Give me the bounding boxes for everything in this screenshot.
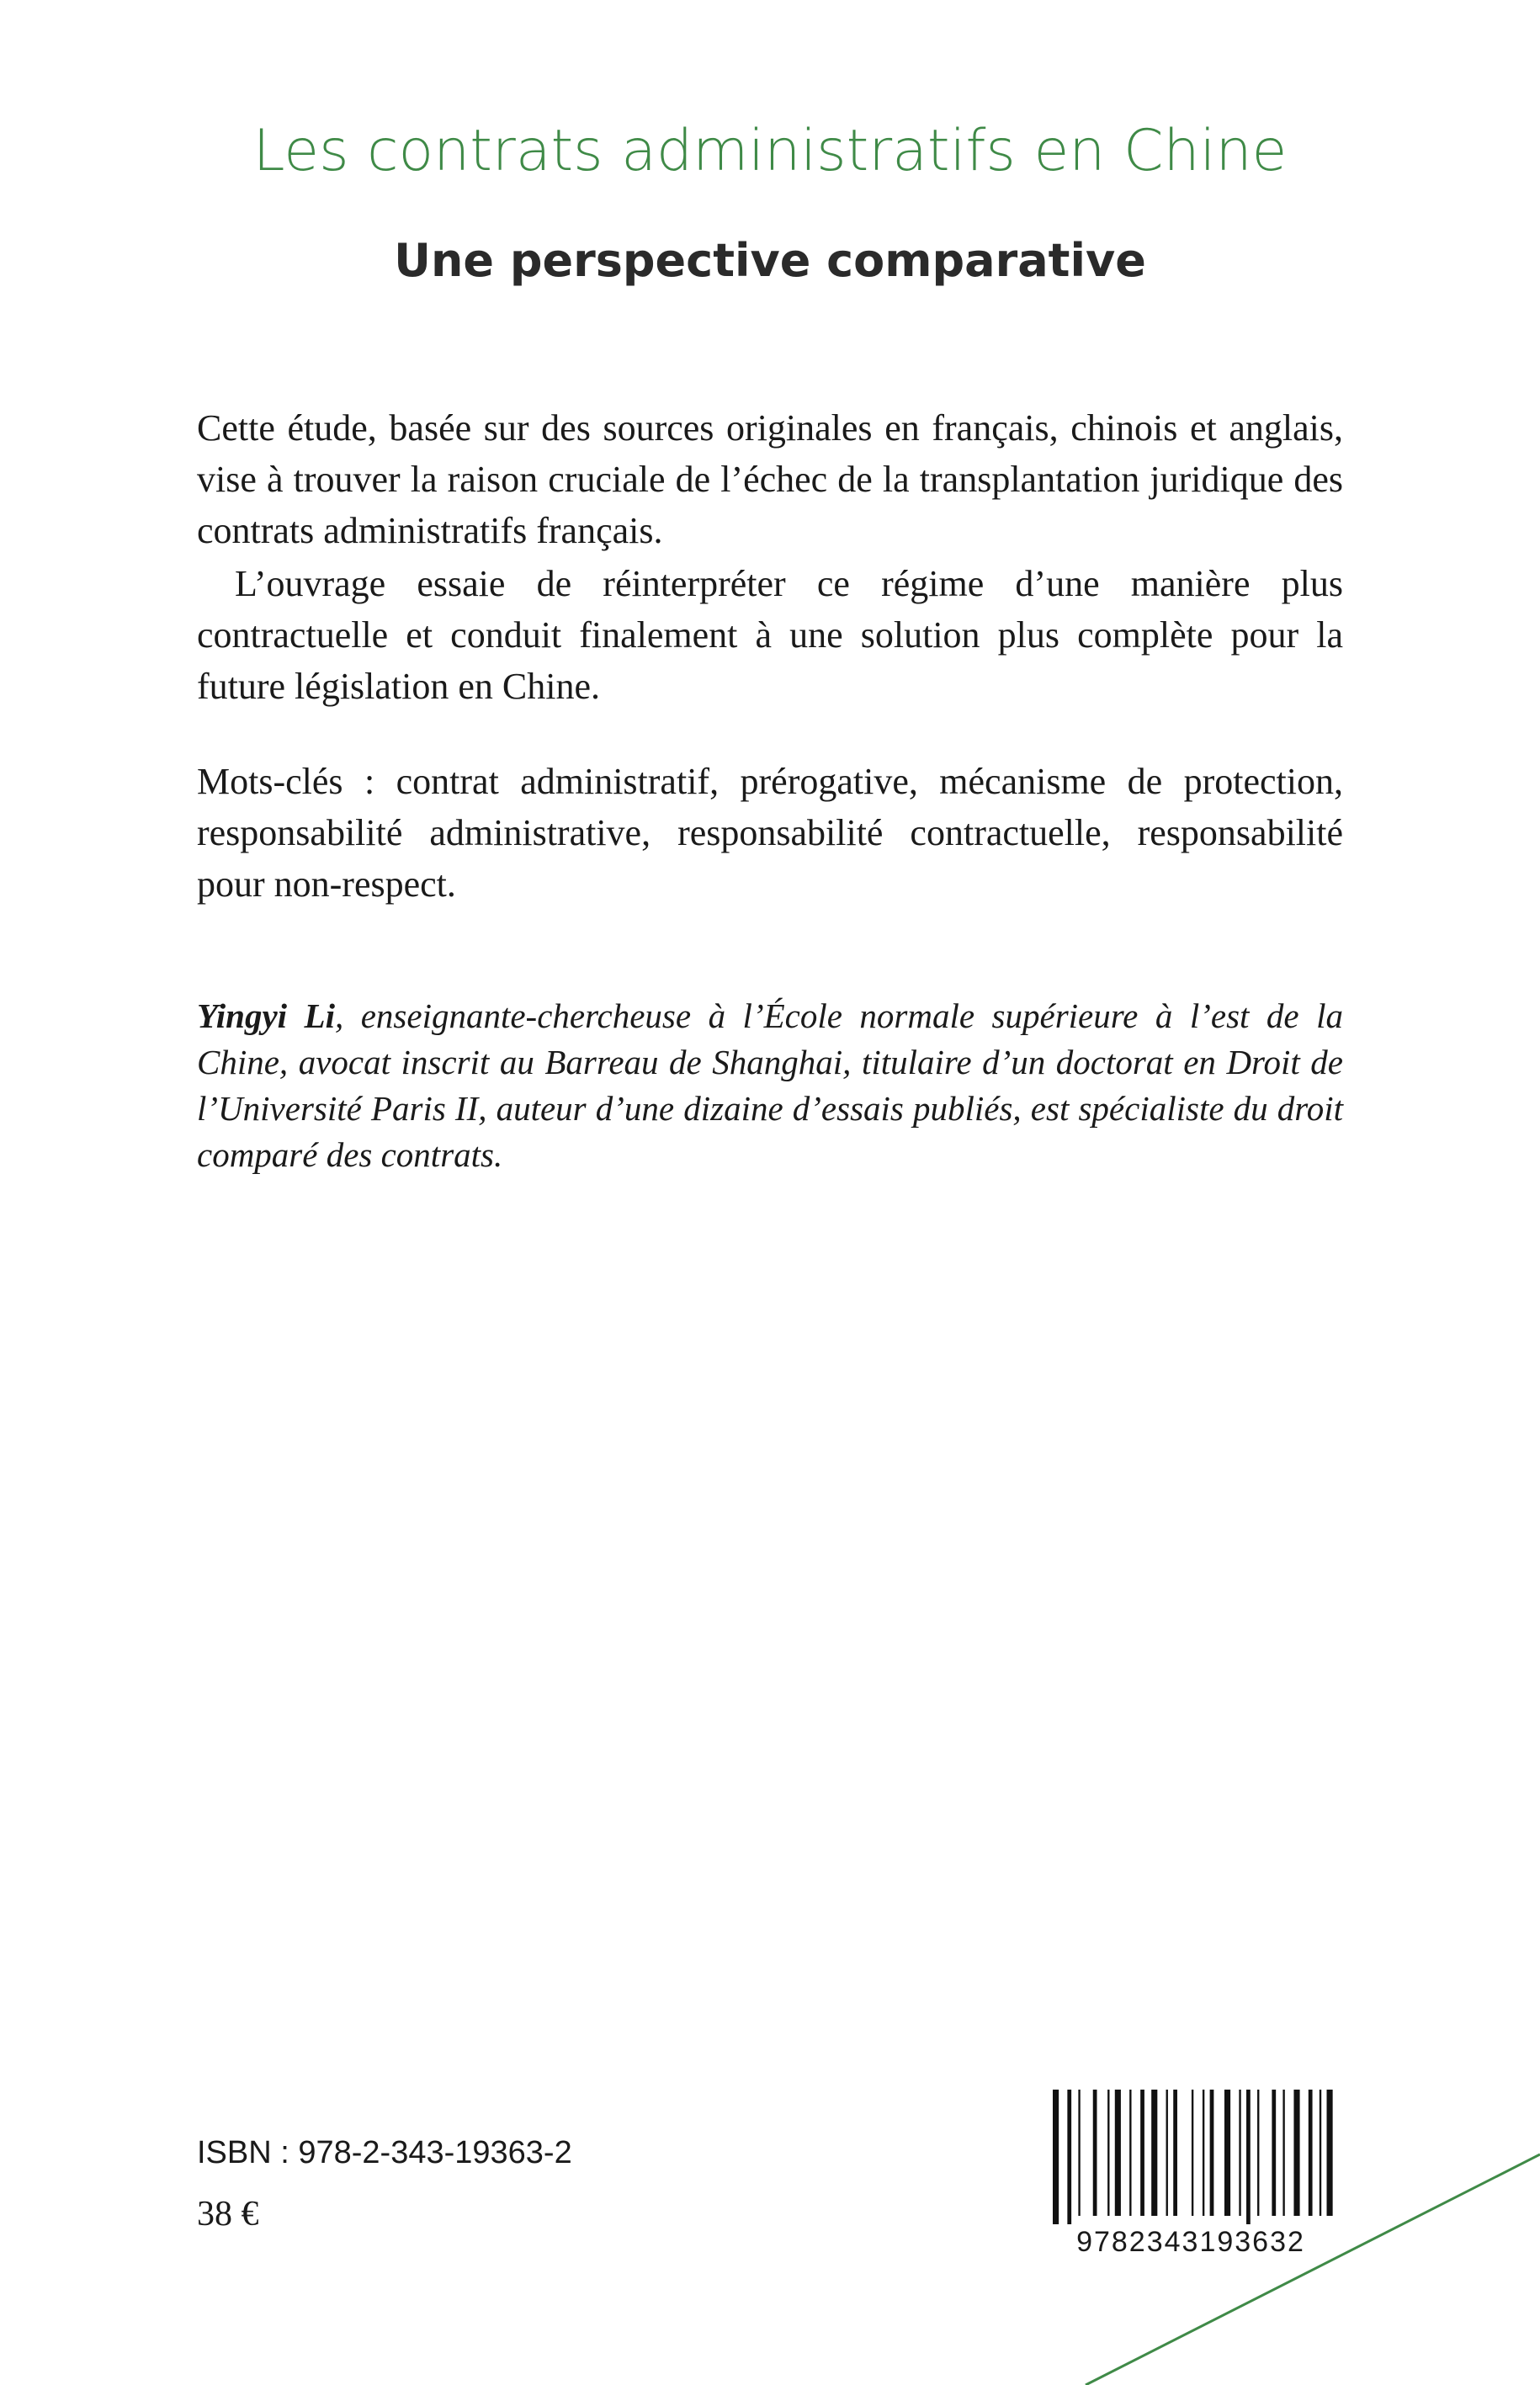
isbn: ISBN : 978-2-343-19363-2 [197,2135,572,2170]
summary-paragraph-1: Cette étude, basée sur des sources originales en français, chinois et anglais, vise à trouver la raison cruciale de l’échec de la transplantation juridique des contrats administratifs français. [197,407,1343,551]
keywords-paragraph: Mots-clés : contrat administratif, prérogative, mécanisme de protection, responsabilité administrative, responsabilité contractuelle, responsabilité pour non-respect. [197,761,1343,905]
author-name: Yingyi Li [197,996,335,1035]
barcode-digits: 9782343193632 [1076,2226,1305,2258]
price: 38 € [197,2195,259,2234]
book-title: Les contrats administratifs en Chine [252,118,1288,184]
book-subtitle: Une perspective comparative [394,234,1146,287]
summary-paragraph-2: L’ouvrage essaie de réinterpréter ce régime d’une manière plus contractuelle et conduit finalement à une solution plus complète pour la future législation en Chine. [197,563,1343,707]
author-bio-text: , enseignante-chercheuse à l’École normale supérieure à l’est de la Chine, avocat inscrit au Barreau de Shanghai, titulaire d’un doctorat en Droit de l’Université Paris II, auteur d’une dizaine d’essais publiés, est spécialiste du droit comparé des contrats. [197,996,1343,1174]
